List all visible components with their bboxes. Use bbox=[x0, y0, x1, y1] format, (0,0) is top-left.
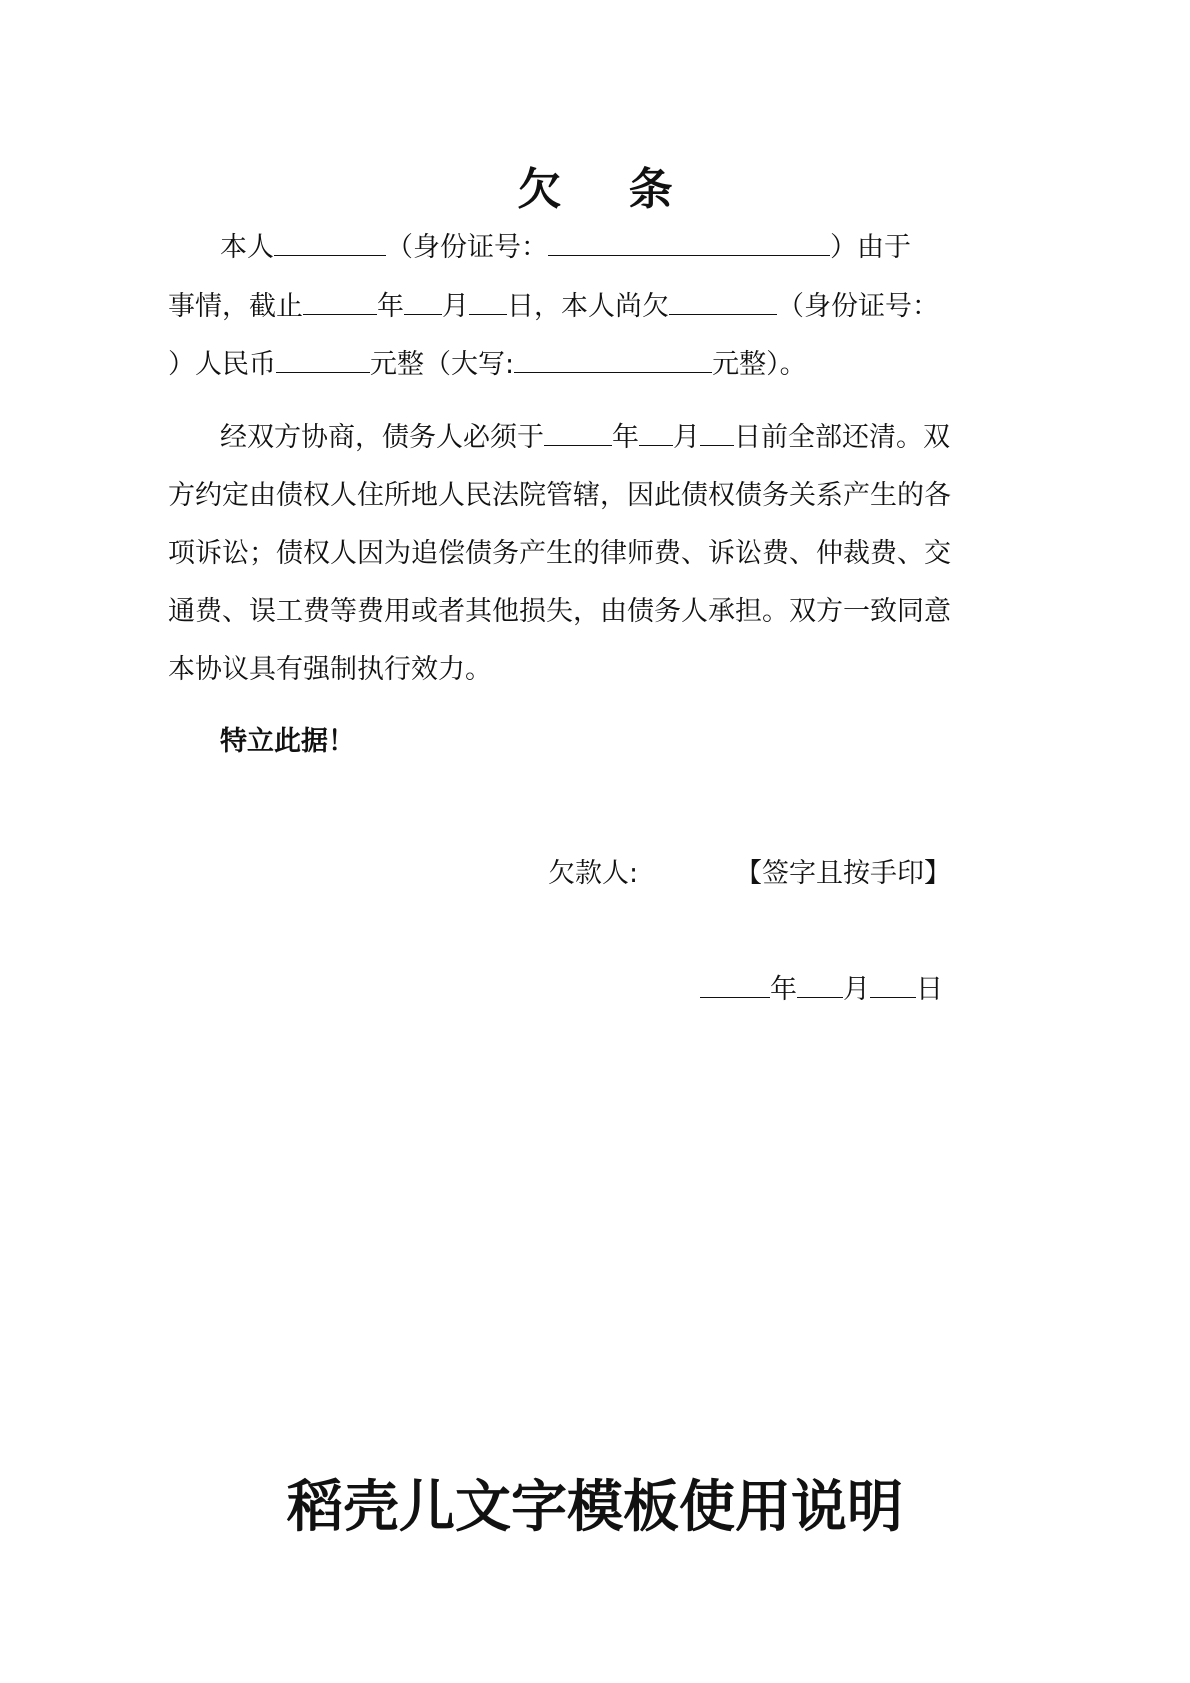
text-segment: 年 bbox=[377, 291, 404, 322]
sign-day-blank bbox=[870, 971, 916, 998]
signature-note: 【签字且按手印】 bbox=[735, 858, 951, 889]
text-segment: 月 bbox=[442, 291, 469, 322]
text-segment: 本人 bbox=[220, 232, 274, 263]
amount-blank bbox=[276, 346, 370, 373]
sign-month-blank bbox=[797, 971, 843, 998]
text-segment: ）由于 bbox=[830, 232, 911, 263]
text-segment: （身份证号： bbox=[777, 291, 939, 322]
text-segment: 日 bbox=[916, 974, 943, 1005]
creditor-blank bbox=[669, 288, 777, 315]
p1-line-1 bbox=[220, 228, 911, 268]
text-segment: 事情，截止 bbox=[168, 291, 303, 322]
text-segment: （身份证号： bbox=[386, 232, 548, 263]
due-day-blank bbox=[700, 419, 734, 446]
amount-words-blank bbox=[514, 346, 712, 373]
text-segment: 月 bbox=[843, 974, 870, 1005]
name-blank bbox=[274, 229, 386, 256]
p2-line-5: 本协议具有强制执行效力。 bbox=[168, 654, 492, 685]
id-number-blank bbox=[548, 229, 830, 256]
year-blank bbox=[303, 288, 377, 315]
month-blank bbox=[404, 288, 442, 315]
text-segment: 日，本人尚欠 bbox=[507, 291, 669, 322]
document-title: 欠 条 bbox=[517, 164, 699, 215]
signature-label: 欠款人: bbox=[548, 858, 639, 889]
p2-line-4: 通费、误工费等费用或者其他损失，由债务人承担。双方一致同意 bbox=[168, 596, 951, 627]
date-line bbox=[700, 970, 943, 1010]
closing-statement: 特立此据！ bbox=[220, 726, 355, 757]
p2-line-2: 方约定由债权人住所地人民法院管辖，因此债权债务关系产生的各 bbox=[168, 480, 951, 511]
day-blank bbox=[469, 288, 507, 315]
p2-line-3: 项诉讼；债权人因为追偿债务产生的律师费、诉讼费、仲裁费、交 bbox=[168, 538, 951, 569]
text-segment: 元整）。 bbox=[712, 349, 807, 380]
text-segment: 年 bbox=[612, 422, 639, 453]
text-segment: 月 bbox=[673, 422, 700, 453]
text-segment: 日前全部还清。双 bbox=[734, 422, 950, 453]
sign-year-blank bbox=[700, 971, 770, 998]
text-segment: 年 bbox=[770, 974, 797, 1005]
p1-line-3 bbox=[168, 345, 807, 385]
p2-line-1 bbox=[220, 418, 950, 458]
due-year-blank bbox=[544, 419, 612, 446]
footer-title: 稻壳儿文字模板使用说明 bbox=[287, 1475, 903, 1540]
p1-line-2 bbox=[168, 287, 939, 327]
due-month-blank bbox=[639, 419, 673, 446]
text-segment: ）人民币 bbox=[168, 349, 276, 380]
text-segment: 经双方协商，债务人必须于 bbox=[220, 422, 544, 453]
text-segment: 元整（大写: bbox=[370, 349, 515, 380]
